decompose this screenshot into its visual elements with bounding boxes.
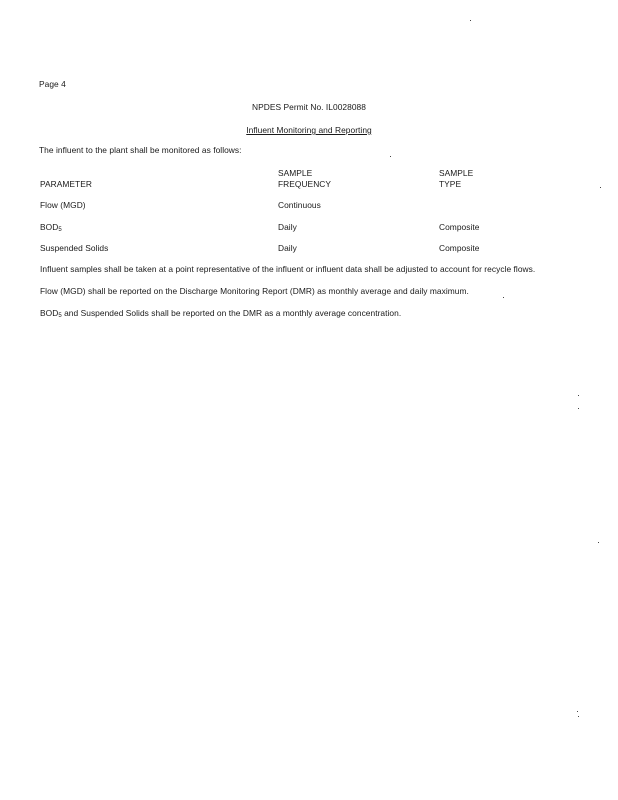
intro-text: The influent to the plant shall be monitored as follows:: [39, 145, 242, 155]
note-bod-subscript: 5: [58, 313, 62, 319]
note-bod-text: and Suspended Solids shall be reported on the DMR as a monthly average concentration.: [64, 308, 402, 318]
scan-speck: [577, 711, 578, 712]
row-flow-frequency: Continuous: [278, 200, 321, 210]
scan-speck: [503, 297, 504, 298]
note-bod-tss-reporting: [40, 308, 401, 319]
scan-speck: [390, 156, 391, 157]
scan-speck: [470, 20, 471, 21]
section-title: [0, 125, 618, 135]
row-tss-parameter: Suspended Solids: [40, 243, 109, 253]
header-parameter: PARAMETER: [40, 179, 92, 189]
row-flow-parameter: Flow (MGD): [40, 200, 86, 210]
scan-speck: [600, 187, 601, 188]
page-number: Page 4: [39, 79, 66, 89]
header-sample-type-line1: SAMPLE: [439, 168, 474, 178]
scan-speck: [578, 716, 579, 717]
note-influent-samples: Influent samples shall be taken at a point representative of the influent or influent data shall be adjusted to account for recycle flows.: [40, 264, 536, 274]
row-bod-type: Composite: [439, 222, 480, 232]
permit-number: NPDES Permit No. IL0028088: [252, 102, 366, 112]
scan-speck: [598, 542, 599, 543]
row-bod-frequency: Daily: [278, 222, 297, 232]
note-bod-label: BOD: [40, 308, 59, 318]
note-flow-reporting: Flow (MGD) shall be reported on the Discharge Monitoring Report (DMR) as monthly average and daily maximum.: [40, 286, 469, 296]
row-bod-label: BOD: [40, 222, 59, 232]
header-sample-frequency-line1: SAMPLE: [278, 168, 313, 178]
row-bod-parameter: [40, 222, 62, 233]
row-bod-subscript: 5: [58, 227, 62, 233]
header-sample-frequency-line2: FREQUENCY: [278, 179, 332, 189]
section-title-text: Influent Monitoring and Reporting: [246, 125, 372, 135]
header-sample-type-line2: TYPE: [439, 179, 462, 189]
scan-speck: [578, 395, 579, 396]
row-tss-frequency: Daily: [278, 243, 297, 253]
row-tss-type: Composite: [439, 243, 480, 253]
scan-speck: [578, 408, 579, 409]
